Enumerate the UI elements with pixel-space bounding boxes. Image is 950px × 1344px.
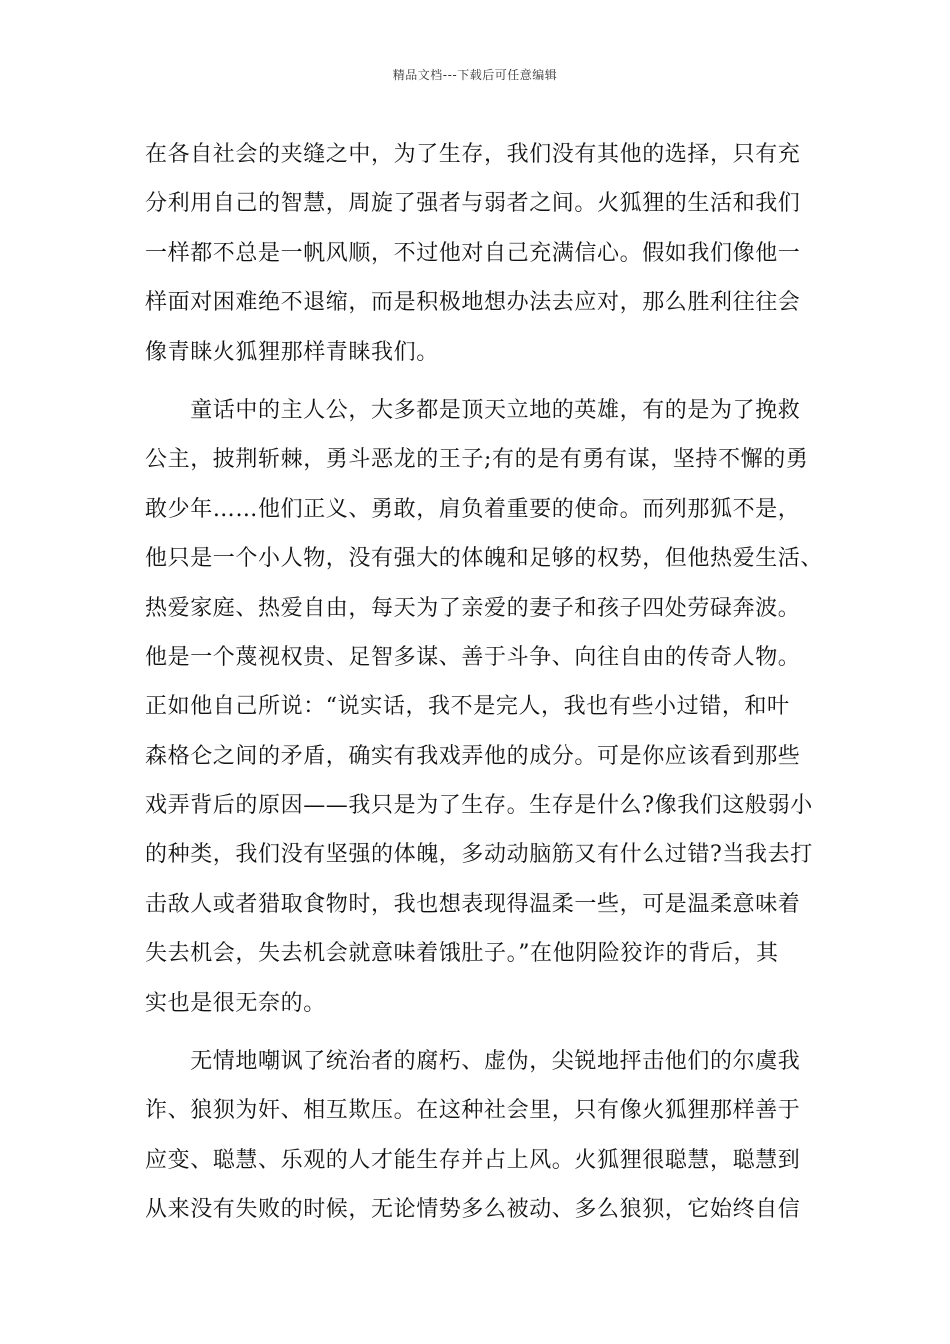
paragraph-spacer — [145, 1028, 845, 1037]
text-line: 诈、狼狈为奸、相互欺压。在这种社会里，只有像火狐狸那样善于 — [145, 1098, 801, 1124]
text-line: 实也是很无奈的。 — [145, 990, 326, 1016]
text-line: 样面对困难绝不退缩，而是积极地想办法去应对，那么胜利往往会 — [145, 290, 801, 316]
text-line: 他是一个蔑视权贵、足智多谋、善于斗争、向往自由的传奇人物。 — [145, 644, 801, 670]
text-line: 从来没有失败的时候，无论情势多么被动、多么狼狈，它始终自信 — [145, 1197, 801, 1223]
text-line: 正如他自己所说：“说实话，我不是完人，我也有些小过错，和叶 — [145, 694, 790, 720]
text-line: 他只是一个小人物，没有强大的体魄和足够的权势，但他热爱生活、 — [145, 546, 824, 572]
text-line: 的种类，我们没有坚强的体魄，多动动脑筋又有什么过错?当我去打 — [145, 842, 813, 868]
text-line: 热爱家庭、热爱自由，每天为了亲爱的妻子和孩子四处劳碌奔波。 — [145, 595, 801, 621]
text-line: 分利用自己的智慧，周旋了强者与弱者之间。火狐狸的生活和我们 — [145, 191, 801, 217]
paragraph-3 — [145, 1037, 845, 1235]
page-header: 精品文档---下载后可任意编辑 — [392, 68, 558, 82]
text-line: 敢少年……他们正义、勇敢，肩负着重要的使命。而列那狐不是， — [145, 496, 801, 522]
text-line: 在各自社会的夹缝之中，为了生存，我们没有其他的选择，只有充 — [145, 142, 801, 167]
text-line: 像青睐火狐狸那样青睐我们。 — [145, 339, 439, 365]
text-line: 公主，披荆斩棘，勇斗恶龙的王子;有的是有勇有谋，坚持不懈的勇 — [145, 447, 809, 473]
text-line: 应变、聪慧、乐观的人才能生存并占上风。火狐狸很聪慧，聪慧到 — [145, 1147, 801, 1173]
text-line: 无情地嘲讽了统治者的腐朽、虚伪，尖锐地抨击他们的尔虞我 — [145, 1049, 801, 1075]
text-line: 森格仑之间的矛盾，确实有我戏弄他的成分。可是你应该看到那些 — [145, 743, 801, 769]
text-line: 一样都不总是一帆风顺，不过他对自己充满信心。假如我们像他一 — [145, 240, 801, 266]
text-line: 击敌人或者猎取食物时，我也想表现得温柔一些，可是温柔意味着 — [145, 891, 801, 917]
paragraph-spacer — [145, 377, 845, 386]
document-body — [145, 130, 845, 1235]
text-line: 失去机会，失去机会就意味着饿肚子。”在他阴险狡诈的背后，其 — [145, 941, 779, 967]
paragraph-2 — [145, 386, 845, 1028]
paragraph-1 — [145, 130, 845, 377]
text-line: 戏弄背后的原因——我只是为了生存。生存是什么?像我们这般弱小 — [145, 793, 813, 819]
text-line: 童话中的主人公，大多都是顶天立地的英雄，有的是为了挽救 — [145, 397, 801, 423]
